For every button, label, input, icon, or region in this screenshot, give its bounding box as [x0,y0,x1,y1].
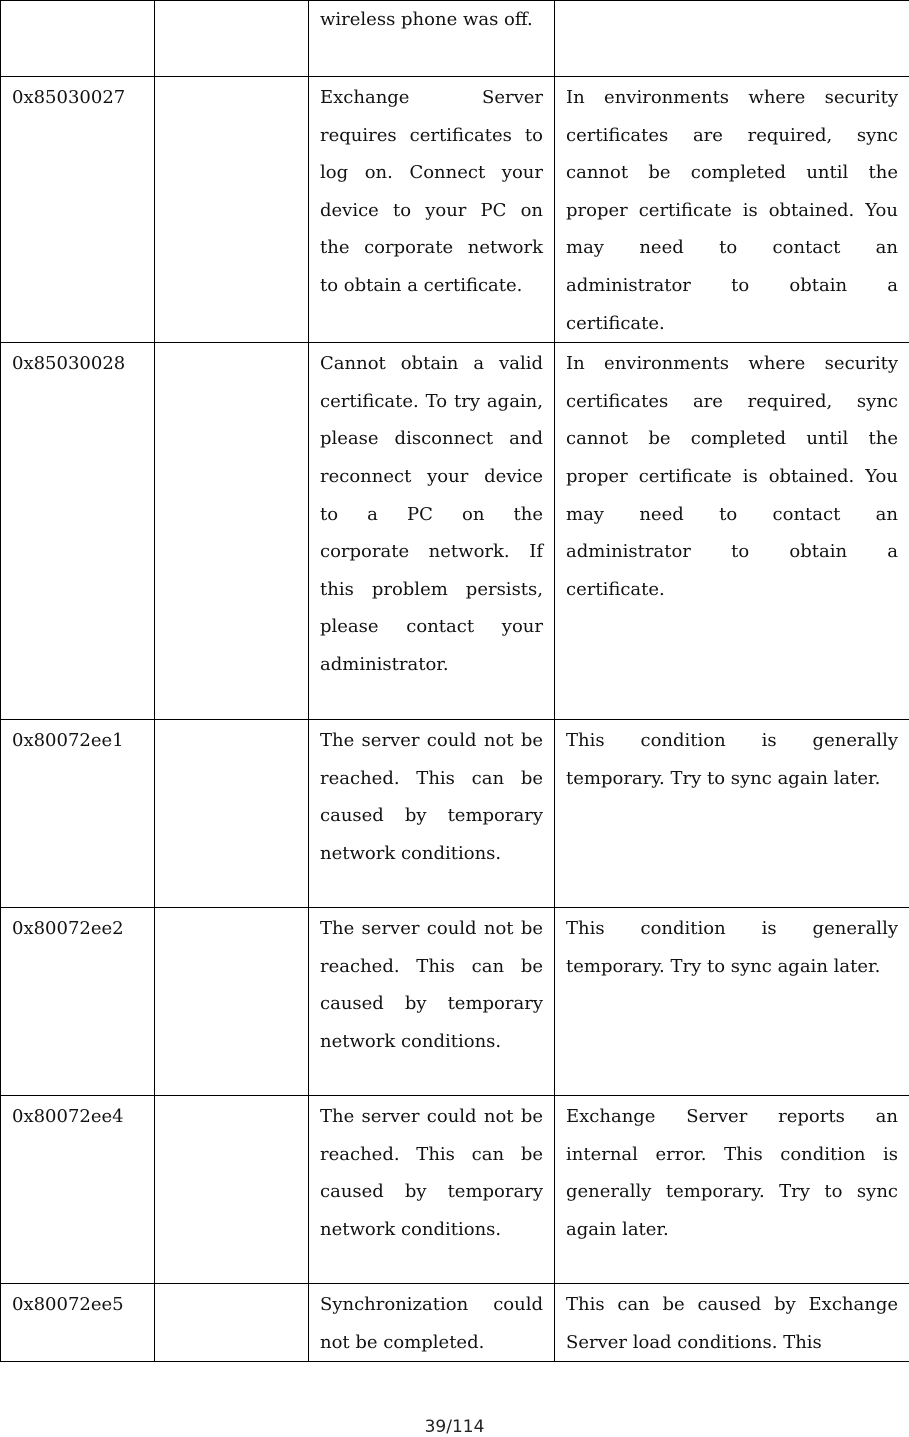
error-message-cell: Cannot obtain a valid certificate. To try again, please disconnect and reconnect your device to a PC on the corporate network. If this problem persists, please contact your administrator. [309,343,555,720]
error-code-cell: 0x80072ee2 [1,908,155,1096]
table-row [1,77,909,343]
empty-cell [155,1096,309,1284]
error-message-cell: Synchronization could not be completed. [309,1284,555,1362]
error-code-cell: 0x80072ee4 [1,1096,155,1284]
table-row [1,343,909,720]
empty-cell [155,908,309,1096]
error-cause-cell: This condition is generally temporary. Try to sync again later. [555,720,909,908]
table-row [1,720,909,908]
empty-cell [155,1,309,77]
error-cause-cell: In environments where security certificates are required, sync cannot be completed until the proper certificate is obtained. You may need to contact an administrator to obtain a certificate. [555,77,909,343]
error-code-cell: 0x80072ee5 [1,1284,155,1362]
error-cause-cell: Exchange Server reports an internal error. This condition is generally temporary. Try to sync again later. [555,1096,909,1284]
error-message-cell: The server could not be reached. This can be caused by temporary network conditions. [309,720,555,908]
table-row [1,1284,909,1362]
table-row [1,1096,909,1284]
error-cause-cell [555,1,909,77]
empty-cell [155,1284,309,1362]
error-cause-cell: In environments where security certificates are required, sync cannot be completed until the proper certificate is obtained. You may need to contact an administrator to obtain a certificate. [555,343,909,720]
error-code-cell: 0x85030028 [1,343,155,720]
error-code-cell: 0x80072ee1 [1,720,155,908]
error-message-cell: The server could not be reached. This can be caused by temporary network conditions. [309,908,555,1096]
error-message-cell: Exchange Server requires certificates to log on. Connect your device to your PC on the corporate network to obtain a certificate. [309,77,555,343]
empty-cell [155,343,309,720]
empty-cell [155,720,309,908]
table-row [1,908,909,1096]
page-number: 39/114 [424,1417,485,1437]
error-cause-cell: This can be caused by Exchange Server load conditions. This [555,1284,909,1362]
error-cause-cell: This condition is generally temporary. Try to sync again later. [555,908,909,1096]
error-message-cell: The server could not be reached. This can be caused by temporary network conditions. [309,1096,555,1284]
error-code-cell: 0x85030027 [1,77,155,343]
empty-cell [155,77,309,343]
error-code-cell [1,1,155,77]
table-row [1,1,909,77]
error-message-cell: wireless phone was off. [309,1,555,77]
